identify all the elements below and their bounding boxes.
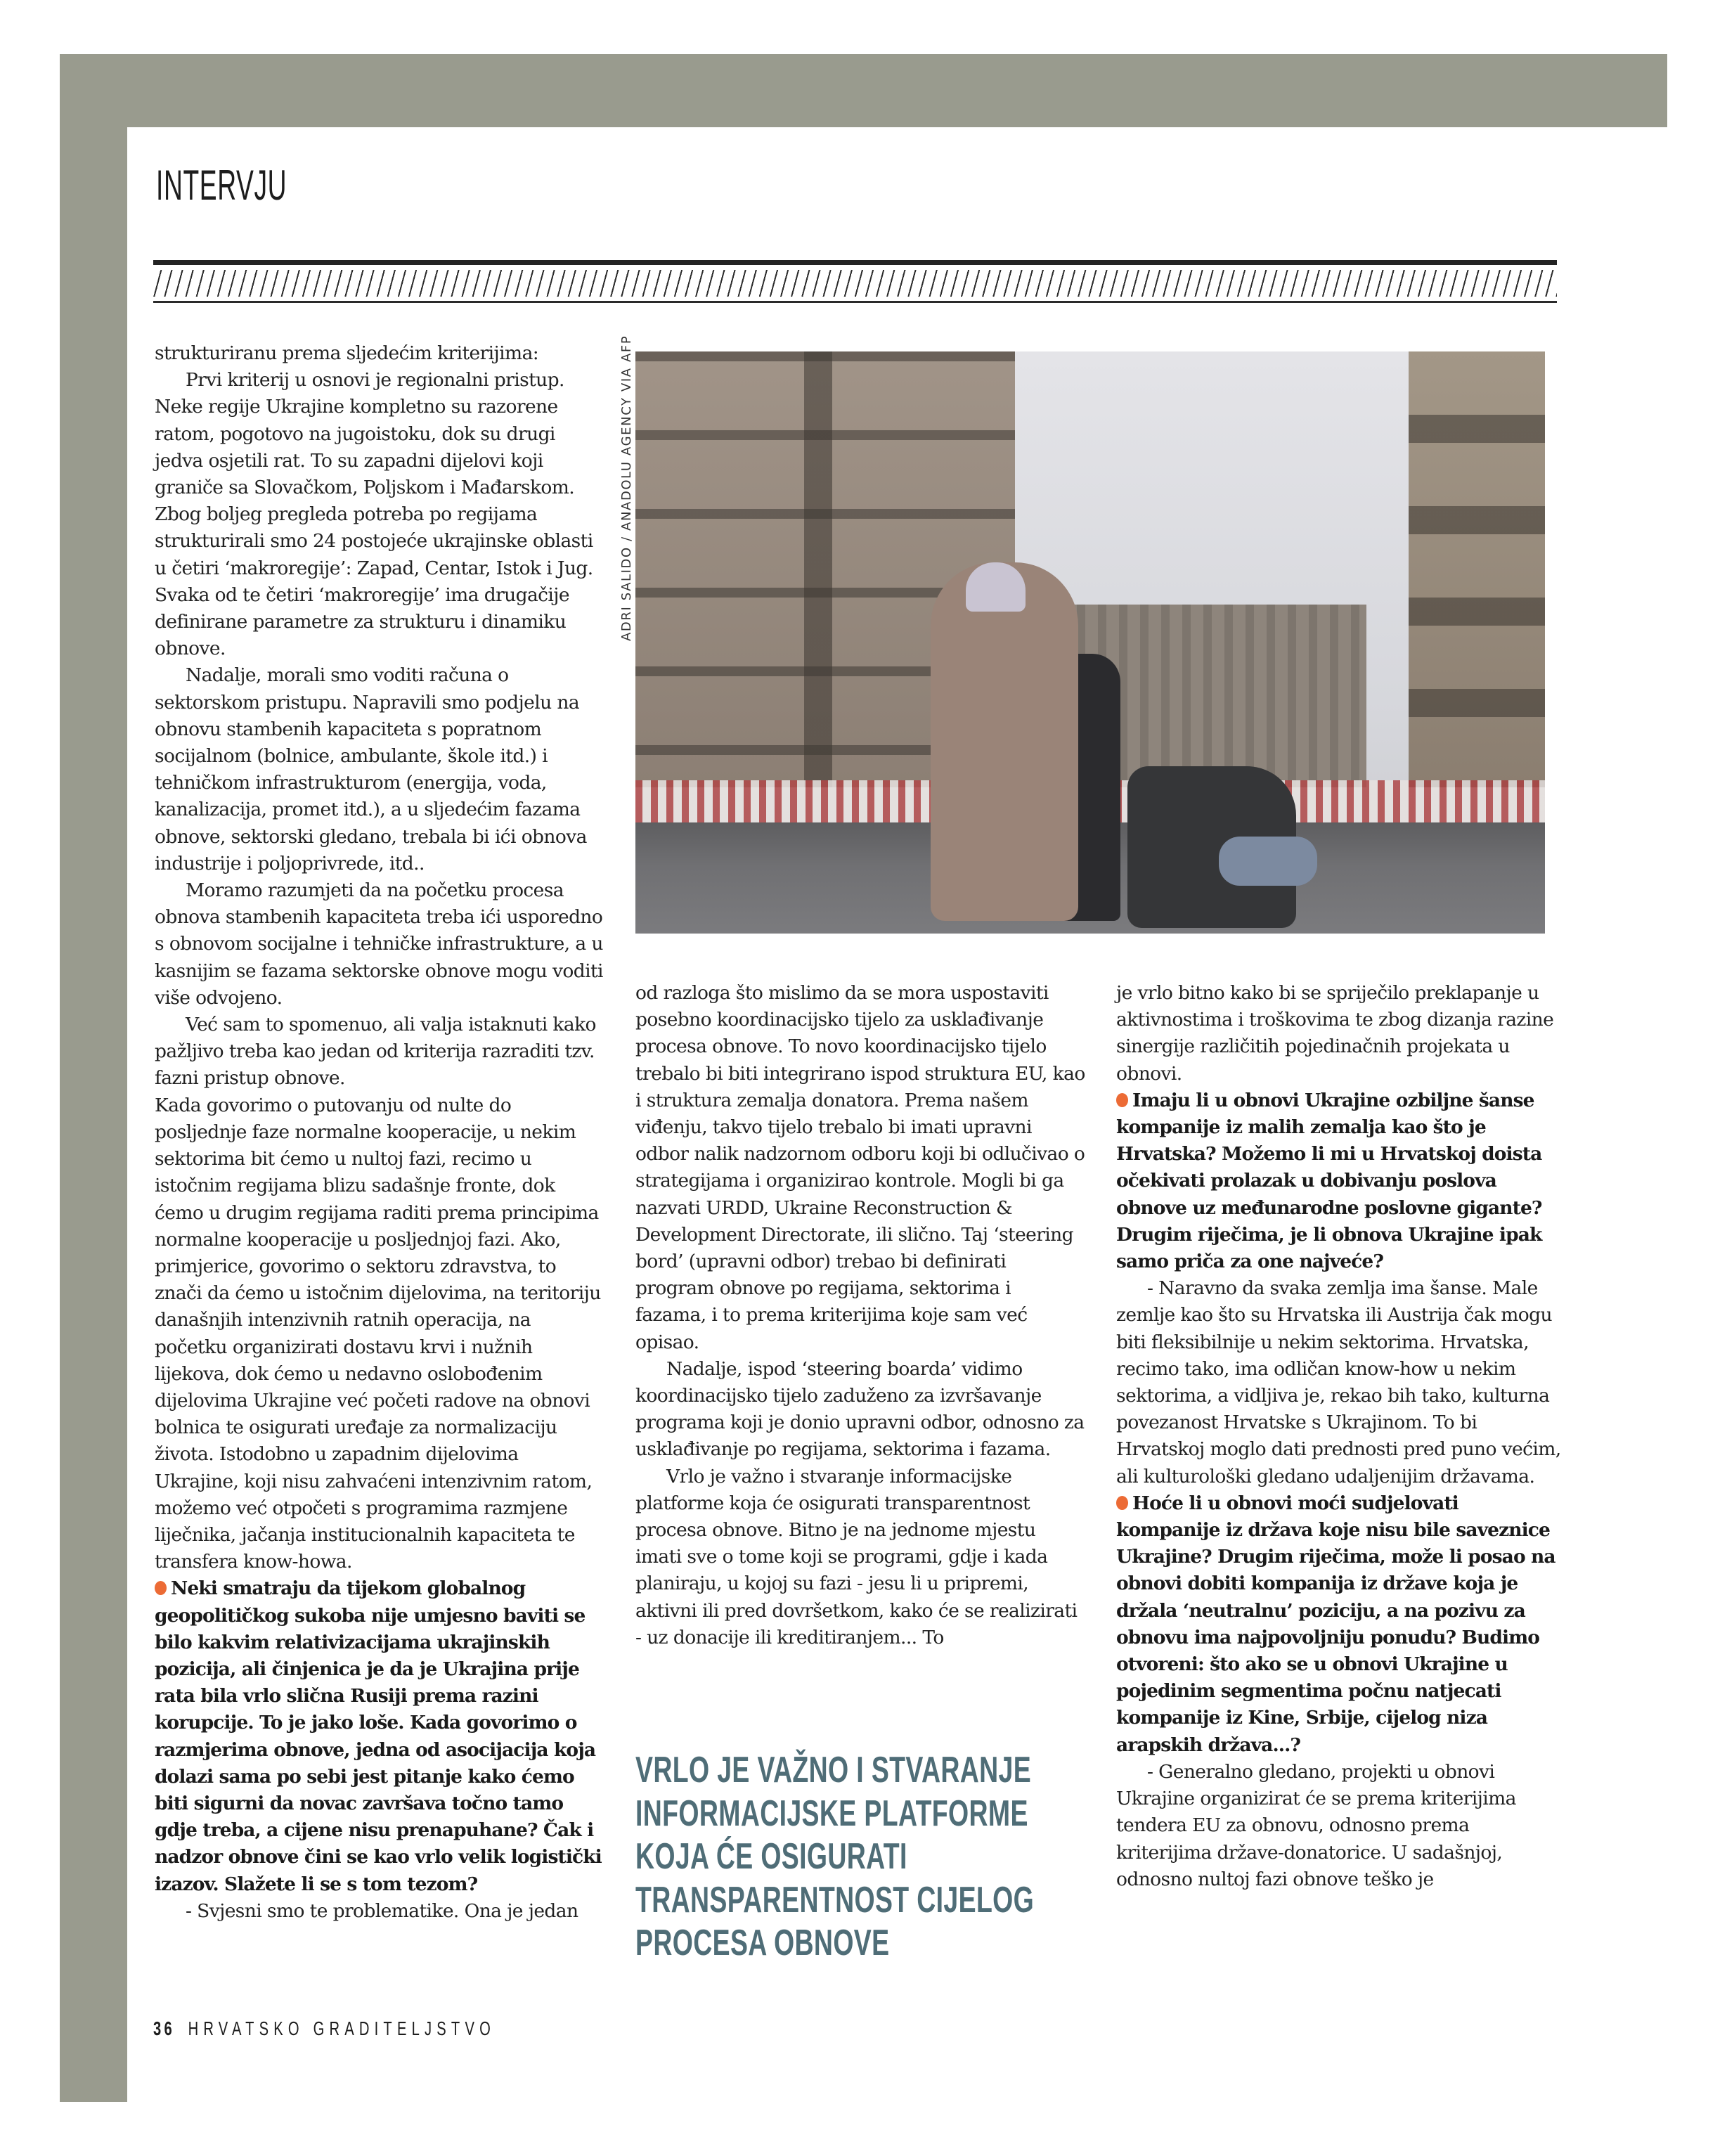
header-rule-thick	[153, 260, 1557, 265]
photo-child	[1219, 837, 1317, 886]
body-paragraph: - Naravno da svaka zemlja ima šanse. Male zemlje kao što su Hrvatska ili Austrija čak mogu biti fleksibilnije u nekim sektorima. Hrvatska, recimo tako, ima odličan know-how u nekim sektorima, a vidljiva je, rekao bih tako, kulturna povezanost Hrvatske s Ukrajinom. To bi Hrvatskoj moglo dati prednosti pred puno većim, ali kulturološki gledano udaljenijim državama.	[1116, 1277, 1561, 1487]
body-paragraph: - Svjesni smo te problematike. Ona je jedan	[186, 1899, 578, 1922]
photo-woman-hat	[966, 562, 1026, 612]
pull-quote-line: PROCESA OBNOVE	[635, 1923, 890, 1963]
body-paragraph: od razloga što mislimo da se mora uspostaviti posebno koordinacijsko tijelo za usklađivanje procesa obnove. To novo koordinacijsko tijelo trebalo bi biti integrirano ispod struktura EU, kao i struktura zemalja donatora. Prema našem viđenju, takvo tijelo trebalo bi imati upravni odbor nalik nadzornom odboru koji bi odlučivao o strategijama i organizirao kontrole. Mogli bi ga nazvati URDD, Ukraine Reconstruction & Development Directorate, ili slično. Taj ‘steering bord’ (upravni odbor) trebao bi definirati program obnove po regijama, sektorima i fazama, i to prema kriterijima koje sam već opisao.	[635, 982, 1085, 1353]
page-number: 36	[153, 2018, 176, 2039]
body-paragraph: Moramo razumjeti da na početku procesa obnova stambenih kapaciteta treba ići usporedno s obnovom socijalne i tehničke infrastrukture, a u kasnijim se fazama sektorske obnove mogu voditi više odvojeno.	[155, 879, 603, 1009]
pull-quote-line: KOJA ĆE OSIGURATI	[635, 1836, 907, 1877]
photo-damaged-building-right	[1409, 351, 1545, 787]
question-bullet-icon	[155, 1581, 167, 1595]
interview-question	[155, 1575, 604, 1897]
body-paragraph: Prvi kriterij u osnovi je regionalni pristup. Neke regije Ukrajine kompletno su razorene ratom, pogotovo na jugoistoku, dok su drugi jedva osjetili rat. To su zapadni dijelovi koji graniče sa Slovačkom, Poljskom i Mađarskom. Zbog boljeg pregleda potreba po regijama strukturirali smo 24 postojeće ukrajinske oblasti u četiri ‘makroregije’: Zapad, Centar, Istok i Jug. Svaka od te četiri ‘makroregije’ ima drugačije definirane parametre za strukturu i dinamiku obnove.	[155, 369, 593, 660]
pull-quote	[635, 1749, 1035, 1965]
article-column-1	[155, 340, 604, 1925]
body-paragraph: Već sam to spomenuo, ali valja istaknuti kako pažljivo treba kao jedan od kriterija razraditi tzv. fazni pristup obnove.	[155, 1014, 596, 1090]
pull-quote-line: TRANSPARENTNOST CIJELOG	[635, 1879, 1035, 1921]
body-paragraph: Nadalje, ispod ‘steering boarda’ vidimo koordinacijsko tijelo zaduženo za izvršavanje programa koji je donio upravni odbor, odnosno za usklađivanje po regijama, sektorima i fazama.	[635, 1357, 1085, 1461]
header-rule-thin	[153, 301, 1557, 303]
frame-top-bar	[60, 54, 1667, 127]
pull-quote-line: INFORMACIJSKE PLATFORME	[635, 1793, 1028, 1834]
question-text: Neki smatraju da tijekom globalnog geopolitičkog sukoba nije umjesno baviti se bilo kakvim relativizacijama ukrajinskih pozicija, ali činjenica je da je Ukrajina prije rata bila vrlo slična Rusiji prema razini korupcije. To je jako loše. Kada govorimo o razmjerima obnove, jedna od asocijacija koja dolazi sama po sebi jest pitanje kako ćemo biti sigurni da novac završava točno tamo gdje treba, a cijene nisu prenapuhane? Čak i nadzor obnove čini se kao vrlo velik logistički izazov. Slažete li se s tom tezom?	[155, 1577, 602, 1895]
question-bullet-icon	[1116, 1496, 1128, 1510]
interview-question	[1116, 1087, 1566, 1275]
article-photo	[635, 351, 1545, 934]
body-paragraph: - Generalno gledano, projekti u obnovi Ukrajine organizirat će se prema kriterijima tendera EU za obnovu, odnosno prema kriterijima države-donatorice. U sadašnjoj, odnosno nultoj fazi obnove teško je	[1116, 1760, 1516, 1890]
body-paragraph: je vrlo bitno kako bi se spriječilo preklapanje u aktivnostima i troškovima te zbog dizanja razine sinergije različitih pojedinačnih projekata u obnovi.	[1116, 982, 1554, 1085]
question-text: Hoće li u obnovi moći sudjelovati kompanije iz država koje nisu bile saveznice Ukrajine? Drugim riječima, može li posao na obnovi dobiti kompanija iz države koja je držala ‘neutralnu’ poziciju, a na pozivu za obnovu ima najpovoljniju ponudu? Budimo otvoreni: što ako se u obnovi Ukrajine u pojedinim segmentima počnu natjecati kompanije iz Kine, Srbije, cijelog niza arapskih država...?	[1116, 1492, 1555, 1756]
interview-question	[1116, 1490, 1566, 1759]
photo-woman	[931, 562, 1078, 921]
section-title: INTERVJU	[156, 162, 287, 209]
body-paragraph: Nadalje, morali smo voditi računa o sektorskom pristupu. Napravili smo podjelu na obnovu stambenih kapaciteta s popratnom socijalnom (bolnice, ambulante, škole itd.) i tehničkom infrastrukturom (energija, voda, kanalizacija, promet itd.), a u sljedećim fazama obnove, sektorski gledano, trebala bi ići obnova industrije i poljoprivrede, itd..	[155, 664, 587, 874]
header-hatch-divider	[153, 270, 1557, 297]
page-footer	[153, 2016, 496, 2041]
photo-credit: ADRI SALIDO / ANADOLU AGENCY VIA AFP	[619, 335, 634, 641]
body-paragraph: Kada govorimo o putovanju od nulte do posljednje faze normalne kooperacije, u nekim sektorima bit ćemo u nultoj fazi, recimo u istočnim regijama blizu sadašnje fronte, dok ćemo u drugim regijama raditi prema principima normalne kooperacije u posljednjoj fazi. Ako, primjerice, govorimo o sektoru zdravstva, to znači da ćemo u istočnim dijelovima, na teritoriju današnjih intenzivnih ratnih operacija, na početku organizirati dostavu krvi i nužnih lijekova, dok ćemo u nedavno oslobođenim dijelovima Ukrajine već početi radove na obnovi bolnica te osigurati uređaje za normalizaciju života. Istodobno u zapadnim dijelovima Ukrajine, koji nisu zahvaćeni intenzivnim ratom, možemo već otpočeti s programima razmjene liječnika, jačanja institucionalnih kapaciteta te transfera know-howa.	[155, 1094, 601, 1573]
body-paragraph: Vrlo je važno i stvaranje informacijske platforme koja će osigurati transparentnost procesa obnove. Bitno je na jednome mjestu imati sve o tome koji se programi, gdje i kada planiraju, u kojoj su fazi - jesu li u pripremi, aktivni ili pred dovršetkom, kako će se realizirati - uz donacije ili kreditiranjem... To	[635, 1465, 1078, 1648]
question-text: Imaju li u obnovi Ukrajine ozbiljne šanse kompanije iz malih zemalja kao što je Hrvatska? Možemo li mi u Hrvatskoj doista očekivati prolazak u dobivanju poslova obnove uz međunarodne poslovne gigante? Drugim riječima, je li obnova Ukrajine ipak samo priča za one najveće?	[1116, 1089, 1542, 1273]
article-column-3	[1116, 980, 1566, 1893]
pull-quote-line: VRLO JE VAŽNO I STVARANJE	[635, 1750, 1032, 1790]
question-bullet-icon	[1116, 1093, 1128, 1107]
frame-left-bar	[60, 54, 127, 2102]
article-column-2	[635, 980, 1085, 1651]
body-paragraph: strukturiranu prema sljedećim kriterijima:	[155, 342, 539, 364]
magazine-name: HRVATSKO GRADITELJSTVO	[188, 2018, 496, 2039]
